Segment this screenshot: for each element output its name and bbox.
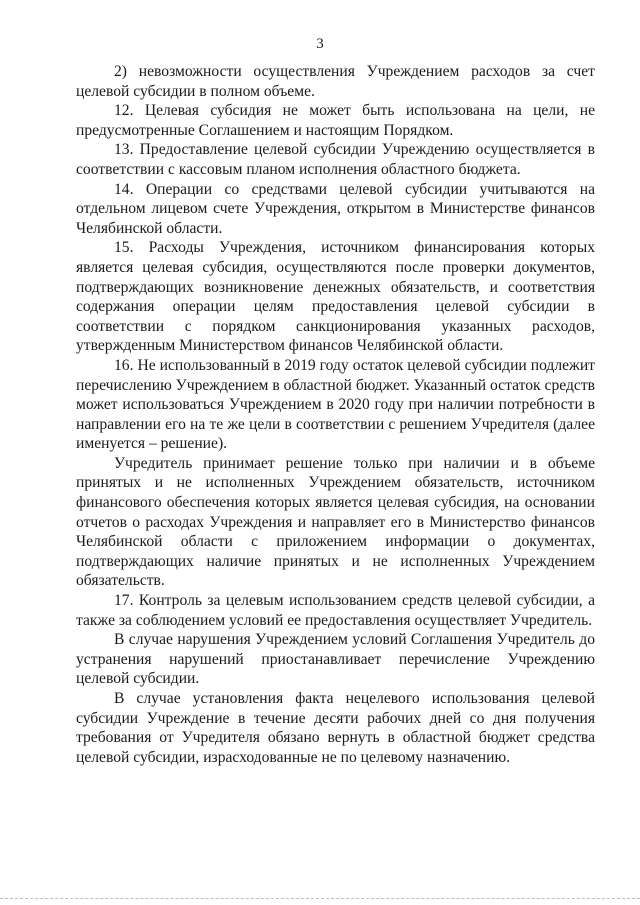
document-body <box>76 62 595 767</box>
paragraph-17: 17. Контроль за целевым использованием средств целевой субсидии, а также за соблюдением условий ее предоставления осуществляет Учредитель. <box>76 592 595 629</box>
paragraph-item-2: 2) невозможности осуществления Учреждением расходов за счет целевой субсидии в полном объеме. <box>76 63 595 100</box>
paragraph-14: 14. Операции со средствами целевой субсидии учитываются на отдельном лицевом счете Учреждения, открытом в Министерстве финансов Челябинской области. <box>76 180 595 237</box>
paragraph-16: 16. Не использованный в 2019 году остаток целевой субсидии подлежит перечислению Учреждением в областной бюджет. Указанный остаток средств может использоваться Учреждением в 2020 году при наличии потребности в направлении его на те же цели в соответствии с решением Учредителя (далее именуется – решение). <box>76 356 595 453</box>
paragraph-13: 13. Предоставление целевой субсидии Учреждению осуществляется в соответствии с кассовым планом исполнения областного бюджета. <box>76 141 595 178</box>
paragraph-16-decision: Учредитель принимает решение только при наличии и в объеме принятых и не исполненных Учреждением обязательств, источником финансового обеспечения которых является целевая субсидия, на основании отчетов о расходах Учреждения и направляет его в Министерство финансов Челябинской области с приложением информации о документах, подтверждающих наличие принятых и не исполненных Учреждением обязательств. <box>76 454 595 590</box>
paragraph-15: 15. Расходы Учреждения, источником финансирования которых является целевая субсидия, осуществляются после проверки документов, подтверждающих возникновение денежных обязательств, и соответствия содержания операции целям предоставления целевой субсидии в соответствии с порядком санкционирования указанных расходов, утвержденным Министерством финансов Челябинской области. <box>76 239 595 355</box>
paragraph-17-violation: В случае нарушения Учреждением условий Соглашения Учредитель до устранения нарушений приостанавливает перечисление Учреждению целевой субсидии. <box>76 631 595 688</box>
page-number: 3 <box>316 36 324 52</box>
paragraph-12: 12. Целевая субсидия не может быть использована на цели, не предусмотренные Соглашением и настоящим Порядком. <box>76 102 595 139</box>
paragraph-17-misuse: В случае установления факта нецелевого использования целевой субсидии Учреждение в течение десяти рабочих дней со дня получения требования от Учредителя обязано вернуть в областной бюджет средства целевой субсидии, израсходованные не по целевому назначению. <box>76 690 595 766</box>
scan-edge-divider <box>0 898 640 899</box>
